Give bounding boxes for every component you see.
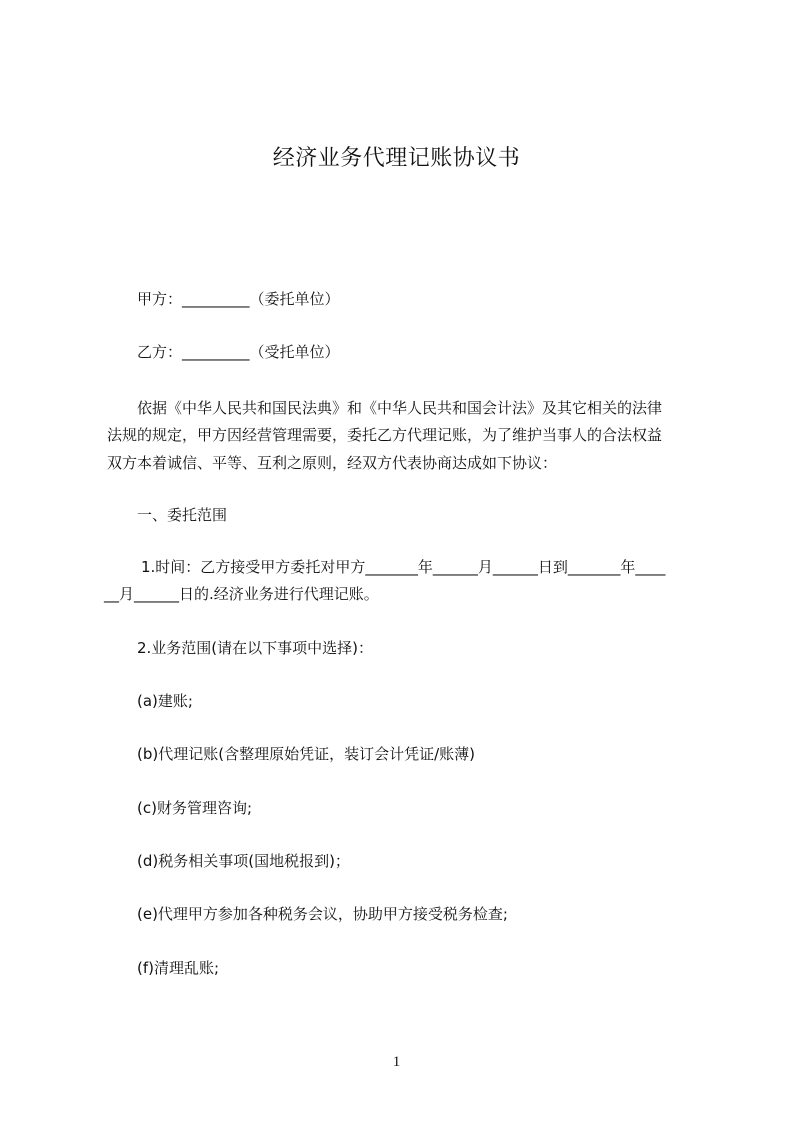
option-c: (c)财务管理咨询;	[137, 799, 253, 817]
intro-line-1: 依据《中华人民共和国民法典》和《中华人民共和国会计法》及其它相关的法律	[137, 399, 663, 417]
option-e: (e)代理甲方参加各种税务会议，协助甲方接受税务检查;	[137, 905, 508, 923]
option-f: (f)清理乱账;	[137, 959, 220, 977]
intro-line-2: 法规的规定，甲方因经营管理需要，委托乙方代理记账，为了维护当事人的合法权益	[107, 426, 663, 444]
option-a: (a)建账;	[137, 692, 193, 710]
item-2-line: 2.业务范围(请在以下事项中选择)：	[137, 639, 374, 657]
intro-line-3: 双方本着诚信、平等、互利之原则，经双方代表协商达成如下协议：	[107, 454, 558, 472]
item-1-line-1: 1.时间：乙方接受甲方委托对甲方_______年______月______日到_______年____	[141, 558, 666, 576]
party-b-line: 乙方：_________（受托单位）	[137, 343, 340, 361]
section-heading-scope: 一、委托范围	[137, 506, 228, 524]
option-b: (b)代理记账(含整理原始凭证，装订会计凭证/账薄)	[137, 745, 475, 763]
option-d: (d)税务相关事项(国地税报到)；	[137, 852, 350, 870]
item-1-line-2: __月______日的.经济业务进行代理记账。	[104, 585, 379, 603]
document-title: 经济业务代理记账协议书	[272, 146, 521, 171]
page-number: 1	[392, 1054, 401, 1070]
party-a-line: 甲方：_________（委托单位）	[137, 290, 340, 308]
